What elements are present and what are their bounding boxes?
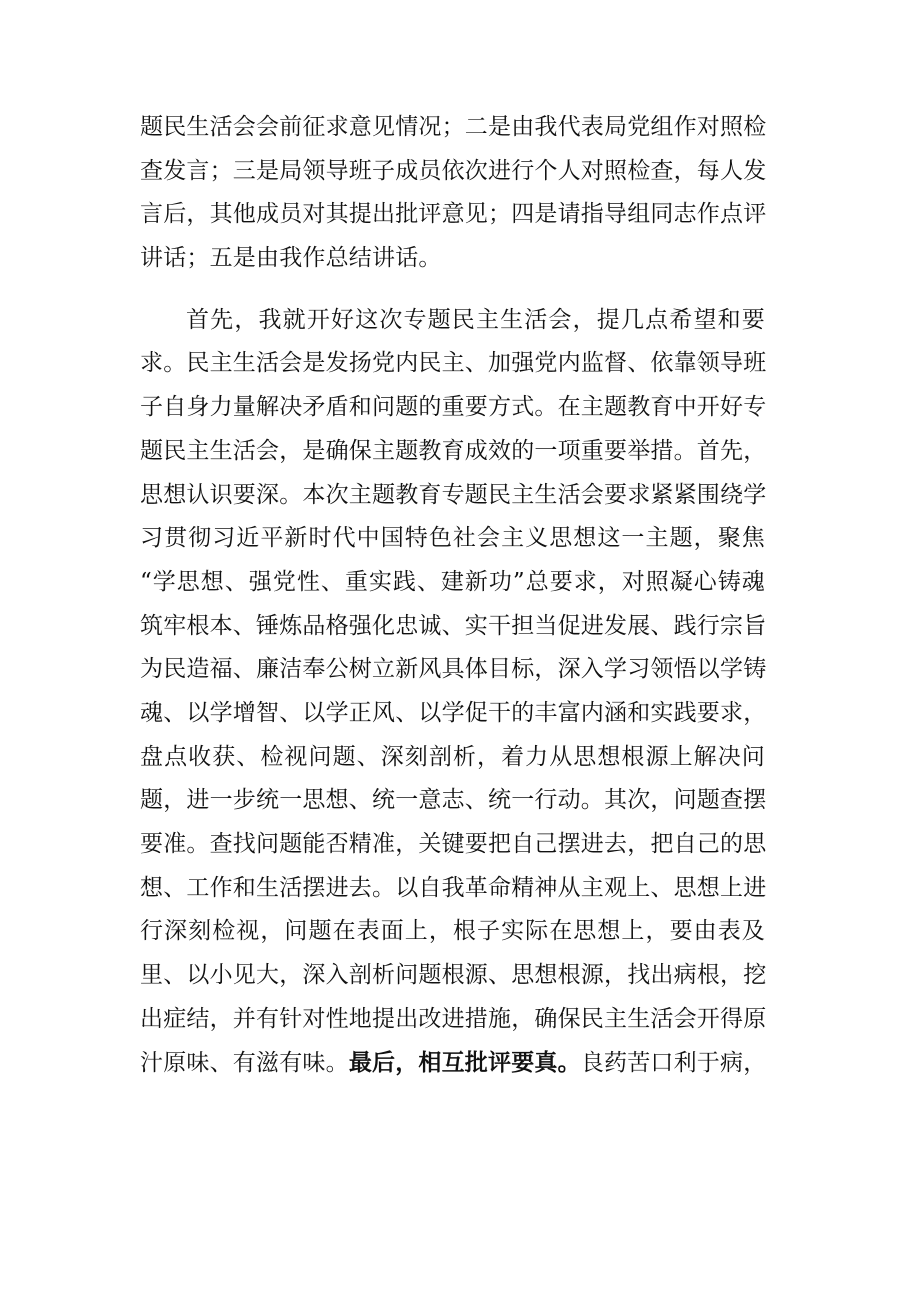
paragraph-line: “学思想、强党性、重实践、建新功”总要求，对照凝心铸魂 [140,568,765,595]
paragraph-line: 行深刻检视，问题在表面上，根子实际在思想上，要由表及 [140,918,765,945]
paragraph-line: 求。民主生活会是发扬党内民主、加强党内监督、依靠领导班 [140,350,767,377]
paragraph-line: 子自身力量解决矛盾和问题的重要方式。在主题教育中开好专 [140,394,767,421]
paragraph-line: 里、以小见大，深入剖析问题根源、思想根源，找出病根，挖 [140,962,767,989]
paragraph-line: 盘点收获、检视问题、深刻剖析，着力从思想根源上解决问 [140,743,765,770]
paragraph-line: 思想认识要深。本次主题教育专题民主生活会要求紧紧围绕学 [140,481,767,508]
paragraph-last-line [140,1041,765,1085]
paragraph-line: 讲话；五是由我作总结讲话。 [140,245,442,272]
paragraph-line: 习贯彻习近平新时代中国特色社会主义思想这一主题，聚焦 [140,525,765,552]
paragraph-2 [140,299,765,1085]
paragraph-line: 想、工作和生活摆进去。以自我革命精神从主观上、思想上进 [140,874,767,901]
paragraph-1 [140,106,765,281]
paragraph-line: 题民主生活会，是确保主题教育成效的一项重要举措。首先， [140,437,767,464]
paragraph-line: 魂、以学增智、以学正风、以学促干的丰富内涵和实践要求， [140,699,767,726]
paragraph-line: 要准。查找问题能否精准，关键要把自己摆进去，把自己的思 [140,831,767,857]
paragraph-line: 题民生活会会前征求意见情况；二是由我代表局党组作对照检 [140,114,767,140]
paragraph-line: 出症结，并有针对性地提出改进措施，确保民主生活会开得原 [140,1005,767,1032]
last-line-end-text: 良药苦口利于病， [580,1050,767,1077]
paragraph-line: 题，进一步统一思想、统一意志、统一行动。其次，问题查摆 [140,787,767,814]
paragraph-line: 筑牢根本、锤炼品格强化忠诚、实干担当促进发展、践行宗旨 [140,612,767,639]
paragraph-line: 查发言；三是局领导班子成员依次进行个人对照检查，每人发 [140,157,767,184]
document-body [140,106,765,1085]
paragraph-line-indented: 首先，我就开好这次专题民主生活会，提几点希望和要 [186,306,765,333]
paragraph-spacing [140,281,765,299]
bold-heading-text: 最后，相互批评要真。 [348,1049,581,1077]
paragraph-line: 言后，其他成员对其提出批评意见；四是请指导组同志作点评 [140,201,767,228]
last-line-start-text: 汁原味、有滋有味。 [140,1050,349,1077]
paragraph-line: 为民造福、廉洁奉公树立新风具体目标，深入学习领悟以学铸 [140,656,767,683]
